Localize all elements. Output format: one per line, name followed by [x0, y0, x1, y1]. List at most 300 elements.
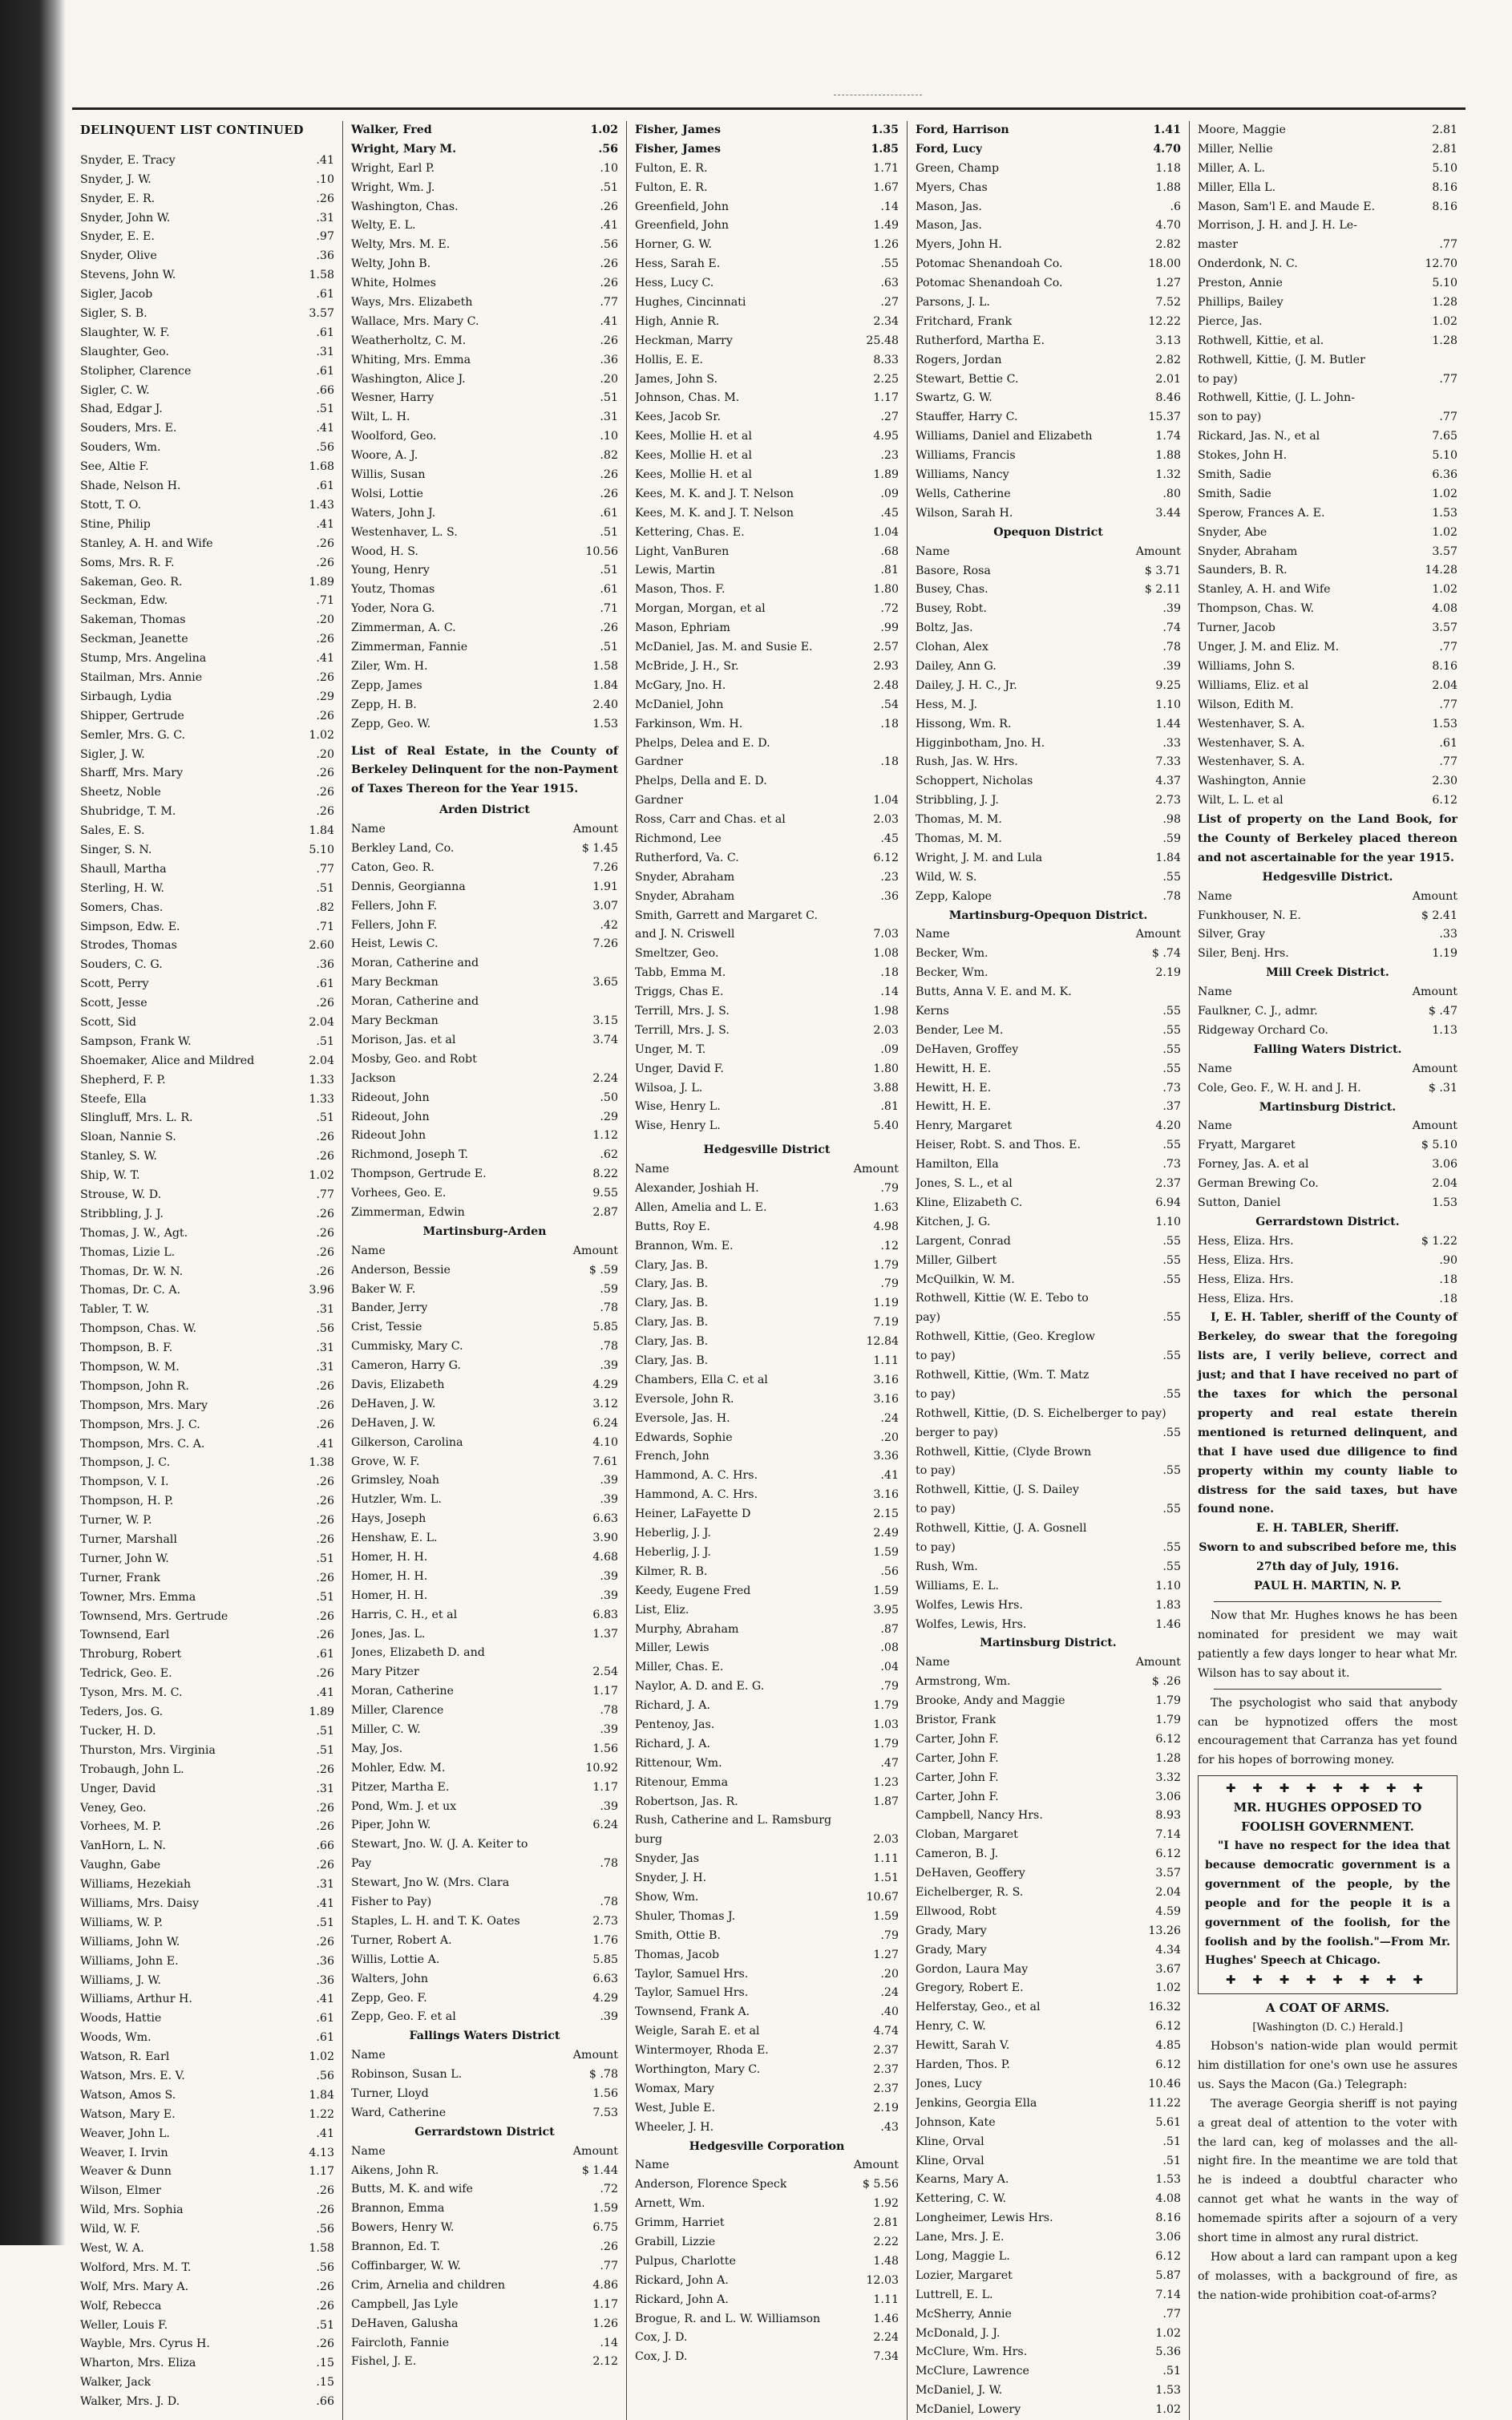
entry-amount: .71	[316, 594, 334, 608]
list-item	[916, 160, 1181, 179]
entry-name: Clary, Jas. B.	[635, 1354, 709, 1368]
entry-name: Miller, Ella L.	[1198, 180, 1276, 194]
entry-amount: .51	[1162, 2135, 1181, 2148]
entry-amount: 1.02	[1432, 487, 1457, 500]
entry-amount: .55	[1162, 1023, 1181, 1037]
entry-name: Rush, Wm.	[916, 1560, 978, 1573]
entry-name: Turner, Frank	[80, 1571, 160, 1584]
entry-name: Sheetz, Noble	[80, 786, 161, 799]
entry-name: Watson, Mary E.	[80, 2107, 176, 2121]
entry-amount: 16.32	[1148, 2001, 1181, 2014]
name-label: Name	[635, 1163, 669, 1176]
entry-amount: $ .59	[588, 1263, 618, 1277]
entry-name: Wolfes, Lewis Hrs.	[916, 1598, 1023, 1612]
entry-name: Sutton, Daniel	[1198, 1196, 1281, 1210]
entry-name: Triggs, Chas E.	[635, 985, 724, 999]
entry-amount: .29	[600, 1110, 618, 1123]
delinquent-list-s-w	[80, 152, 334, 2412]
entry-name: Morison, Jas. et al	[351, 1033, 456, 1046]
entry-name: Clary, Jas. B.	[635, 1316, 709, 1329]
entry-amount: .61	[316, 480, 334, 493]
list-item	[80, 1780, 334, 1799]
list-item	[635, 389, 899, 408]
list-item	[1198, 772, 1457, 791]
entry-amount: .26	[316, 709, 334, 722]
entry-amount: .66	[316, 1839, 334, 1853]
entry-name: Heberlig, J. J.	[635, 1527, 711, 1540]
entry-name: Thompson, Mrs. Mary	[80, 1398, 208, 1412]
name-label: Name	[351, 1244, 386, 1257]
list-item	[1198, 561, 1457, 581]
entry-amount: .26	[316, 2299, 334, 2313]
list-item	[351, 140, 618, 160]
entry-amount: 11.22	[1148, 2096, 1181, 2110]
list-item	[80, 1147, 334, 1167]
entry-name: Coffinbarger, W. W.	[351, 2260, 461, 2273]
entry-amount: 4.95	[873, 430, 899, 443]
list-item	[351, 878, 618, 897]
list-item	[635, 677, 899, 696]
entry-amount: 2.54	[592, 1665, 618, 1679]
entry-amount: .26	[316, 1935, 334, 1949]
list-item	[351, 1548, 618, 1568]
name-label: Name	[916, 928, 950, 941]
entry-amount: .18	[880, 717, 899, 730]
list-item	[351, 1127, 618, 1146]
list-item	[80, 956, 334, 975]
list-item	[916, 1175, 1181, 1194]
list-item	[351, 1874, 618, 1893]
entry-amount: .81	[880, 564, 899, 577]
entry-amount: .78	[1162, 889, 1181, 903]
list-item	[635, 255, 899, 274]
entry-name: Zimmerman, Edwin	[351, 1205, 465, 1219]
list-item	[1198, 198, 1457, 217]
cross-ornament-row: ✚ ✚ ✚ ✚ ✚ ✚ ✚ ✚	[1226, 1781, 1429, 1796]
entry-amount: 3.57	[1432, 544, 1457, 558]
hedgesville-corporation-list	[635, 2175, 899, 2367]
list-item	[351, 677, 618, 696]
list-item	[80, 1703, 334, 1722]
entry-name: Welty, John B.	[351, 257, 431, 271]
entry-name: Cloban, Margaret	[916, 1828, 1018, 1842]
list-item	[351, 236, 618, 255]
list-item	[351, 859, 618, 878]
list-item	[80, 746, 334, 765]
entry-amount: 7.65	[1432, 430, 1457, 443]
list-item	[1198, 1252, 1457, 1271]
entry-amount: .66	[316, 383, 334, 397]
sheriff-signature: E. H. TABLER, Sheriff.	[1255, 1522, 1400, 1536]
entry-name: Murphy, Abraham	[635, 1622, 739, 1636]
entry-name: Rush, Catherine and L. Ramsburg	[635, 1814, 832, 1827]
entry-amount: 2.81	[1432, 123, 1457, 136]
list-item	[916, 1903, 1181, 1922]
list-item	[635, 1639, 899, 1658]
list-item	[916, 696, 1181, 715]
entry-name: son to pay)	[1198, 411, 1262, 424]
amount-label: Amount	[572, 2144, 618, 2158]
entry-amount: 2.15	[873, 1507, 899, 1521]
entry-name: Preston, Annie	[1198, 277, 1283, 290]
list-item	[80, 228, 334, 247]
list-item	[635, 1002, 899, 1022]
entry-name: DeHaven, Galusha	[351, 2317, 459, 2330]
list-item	[916, 2056, 1181, 2075]
entry-amount: .41	[316, 2127, 334, 2140]
entry-amount: 2.37	[873, 2062, 899, 2076]
entry-name: Green, Champ	[916, 161, 1000, 175]
entry-name: Rothwell, Kittie, et al.	[1198, 334, 1324, 347]
entry-amount: .61	[600, 583, 618, 597]
list-item	[916, 504, 1181, 524]
entry-amount: .41	[316, 153, 334, 167]
entry-name: Hollis, E. E.	[635, 353, 704, 366]
list-item	[80, 1645, 334, 1665]
entry-amount: 3.12	[592, 1397, 618, 1410]
entry-amount: 12.84	[866, 1335, 899, 1349]
entry-name: Williams, E. L.	[916, 1579, 1000, 1592]
entry-amount: .55	[1162, 1464, 1181, 1478]
entry-name: Wesner, Harry	[351, 391, 435, 405]
entry-amount: 3.32	[1155, 1770, 1181, 1784]
entry-amount: .26	[316, 1514, 334, 1528]
hughes-heading: MR. HUGHES OPPOSED TO FOOLISH GOVERNMENT.	[1233, 1800, 1422, 1835]
entry-amount: .82	[316, 900, 334, 914]
entry-amount: .39	[1162, 602, 1181, 616]
list-item	[351, 1299, 618, 1318]
entry-name: Kline, Elizabeth C.	[916, 1196, 1023, 1209]
list-item	[916, 370, 1181, 390]
entry-amount: .97	[316, 230, 334, 244]
entry-name: Snyder, Olive	[80, 249, 157, 263]
list-item	[80, 975, 334, 994]
entry-name: Watson, R. Earl	[80, 2050, 170, 2064]
list-item	[351, 1089, 618, 1108]
list-item	[80, 477, 334, 496]
column-header	[351, 1242, 618, 1261]
list-item	[80, 1281, 334, 1301]
entry-amount: .39	[600, 2010, 618, 2024]
entry-name: Stanley, A. H. and Wife	[1198, 583, 1331, 597]
entry-name: Shad, Edgar J.	[80, 403, 163, 416]
list-item	[80, 1186, 334, 1205]
list-item	[1198, 389, 1457, 408]
column-1	[72, 121, 343, 2420]
list-item	[635, 696, 899, 715]
entry-name: Thompson, V. I.	[80, 1475, 169, 1489]
entry-amount: .61	[316, 2031, 334, 2045]
list-item	[80, 880, 334, 899]
entry-name: Sigler, C. W.	[80, 383, 150, 397]
list-item	[916, 1577, 1181, 1596]
list-item	[1198, 332, 1457, 351]
list-item	[351, 1816, 618, 1835]
list-item	[916, 983, 1181, 1002]
entry-amount: 1.17	[592, 2297, 618, 2311]
list-item	[916, 1769, 1181, 1788]
list-item	[635, 1563, 899, 1582]
divider	[1214, 1601, 1441, 1602]
entry-name: and J. N. Criswell	[635, 928, 735, 941]
entry-amount: 1.28	[1155, 1751, 1181, 1765]
list-item	[80, 1818, 334, 1837]
list-item	[351, 370, 618, 390]
list-item	[916, 332, 1181, 351]
list-item	[80, 1033, 334, 1052]
entry-name: Sigler, J. W.	[80, 747, 145, 761]
entry-amount: .26	[316, 767, 334, 780]
list-item	[635, 1257, 899, 1276]
entry-name: Kees, Mollie H. et al	[635, 430, 752, 443]
entry-name: Rothwell, Kittie (W. E. Tebo to	[916, 1292, 1089, 1305]
entry-amount: 4.98	[873, 1220, 899, 1233]
entry-name: Gregory, Robert E.	[916, 1981, 1024, 1995]
entry-amount: .26	[316, 670, 334, 684]
entry-name: Pond, Wm. J. et ux	[351, 1799, 457, 1813]
entry-amount: .39	[600, 1359, 618, 1373]
entry-amount: .54	[880, 698, 899, 711]
entry-name: Kettering, Chas. E.	[635, 525, 745, 539]
entry-amount: 2.73	[1155, 794, 1181, 807]
entry-name: Lewis, Martin	[635, 564, 715, 577]
entry-name: Teders, Jos. G.	[80, 1706, 164, 1719]
list-item	[80, 1799, 334, 1819]
list-item	[916, 1386, 1181, 1405]
entry-amount: 2.48	[873, 678, 899, 692]
entry-amount: .61	[316, 2012, 334, 2025]
list-item	[916, 447, 1181, 466]
entry-name: McClure, Wm. Hrs.	[916, 2345, 1028, 2359]
entry-amount: .29	[316, 690, 334, 703]
list-item	[80, 1109, 334, 1128]
list-item	[80, 2201, 334, 2220]
entry-name: Walters, John	[351, 1972, 429, 1985]
entry-amount: .78	[600, 1704, 618, 1718]
entry-amount: 7.34	[873, 2350, 899, 2364]
name-label: Name	[916, 1656, 950, 1669]
entry-amount: .98	[1162, 813, 1181, 827]
entry-name: to pay)	[916, 1350, 956, 1363]
entry-amount: .24	[880, 1986, 899, 2000]
entry-name: Weaver, I. Irvin	[80, 2146, 168, 2159]
list-item	[635, 2119, 899, 2138]
list-item	[916, 658, 1181, 677]
column-header	[1198, 888, 1457, 907]
entry-amount: 1.48	[873, 2254, 899, 2268]
column-header	[916, 925, 1181, 945]
entry-name: Henry, C. W.	[916, 2020, 986, 2034]
entry-amount: .39	[600, 1493, 618, 1507]
entry-amount: 1.59	[592, 2202, 618, 2216]
entry-amount: 1.76	[592, 1933, 618, 1947]
entry-amount: .26	[600, 487, 618, 500]
entry-amount: .51	[316, 1743, 334, 1757]
entry-name: Pierce, Jas.	[1198, 314, 1263, 328]
list-item	[80, 1972, 334, 1991]
list-item	[80, 1263, 334, 1282]
entry-name: Jones, Elizabeth D. and	[351, 1646, 485, 1660]
entry-name: Edwards, Sophie	[635, 1431, 733, 1444]
entry-name: Ford, Lucy	[916, 142, 983, 156]
list-item	[916, 1998, 1181, 2017]
entry-amount: .26	[316, 1667, 334, 1681]
list-item	[916, 1022, 1181, 1041]
entry-amount: .51	[316, 1916, 334, 1929]
list-item	[916, 389, 1181, 408]
entry-amount: 3.74	[592, 1033, 618, 1046]
entry-name: German Brewing Co.	[1198, 1177, 1319, 1191]
entry-amount: .26	[316, 1265, 334, 1278]
entry-amount: .36	[316, 1954, 334, 1968]
list-item	[635, 561, 899, 581]
entry-name: Hess, M. J.	[916, 698, 977, 711]
list-item	[635, 1774, 899, 1793]
entry-name: Walker, Jack	[80, 2376, 152, 2390]
entry-name: berger to pay)	[916, 1426, 998, 1439]
list-item	[351, 1970, 618, 1989]
list-item	[635, 1754, 899, 1774]
entry-name: Souders, Mrs. E.	[80, 422, 177, 435]
entry-name: Butts, Anna V. E. and M. K.	[916, 985, 1072, 999]
entry-name: Cameron, B. J.	[916, 1847, 999, 1861]
entry-amount: 1.71	[873, 161, 899, 175]
amount-label: Amount	[1412, 1119, 1457, 1133]
entry-amount: 1.85	[871, 142, 899, 156]
entry-amount: .78	[600, 1340, 618, 1354]
list-item	[916, 1979, 1181, 1998]
entry-amount: 6.12	[1155, 2058, 1181, 2072]
list-item	[916, 236, 1181, 255]
entry-amount: 1.11	[873, 1354, 899, 1368]
list-item	[351, 485, 618, 504]
entry-name: Lozier, Margaret	[916, 2268, 1013, 2282]
list-item	[80, 2029, 334, 2048]
entry-name: Vorhees, Geo. E.	[351, 1187, 447, 1200]
entry-amount: .41	[316, 1686, 334, 1700]
entry-name: Basore, Rosa	[916, 564, 991, 577]
list-item	[635, 983, 899, 1002]
entry-name: Hess, Eliza. Hrs.	[1198, 1292, 1294, 1305]
entry-name: Mason, Ephriam	[635, 621, 730, 635]
entry-amount: 5.10	[309, 843, 334, 856]
entry-name: Becker, Wm.	[916, 966, 988, 980]
entry-amount: 2.01	[1155, 372, 1181, 386]
entry-amount: 1.08	[873, 947, 899, 961]
list-item	[916, 485, 1181, 504]
entry-amount: 1.79	[873, 1258, 899, 1272]
column-header	[635, 1160, 899, 1180]
entry-amount: $ .26	[1151, 1675, 1181, 1689]
entry-name: Crim, Arnelia and children	[351, 2278, 505, 2292]
entry-amount: .41	[316, 1896, 334, 1910]
list-item	[80, 1071, 334, 1091]
entry-amount: 1.80	[873, 1062, 899, 1075]
entry-amount: .36	[316, 958, 334, 972]
column-3	[627, 121, 908, 2420]
entry-amount: .26	[316, 192, 334, 205]
entry-name: Stribbling, J. J.	[80, 1207, 164, 1220]
list-item	[635, 1447, 899, 1467]
entry-amount: .20	[880, 1967, 899, 1981]
entry-name: Snyder, J. W.	[80, 172, 152, 186]
list-item	[1198, 255, 1457, 274]
entry-name: Hays, Joseph	[351, 1512, 427, 1526]
list-item	[80, 1684, 334, 1703]
entry-name: to pay)	[916, 1503, 956, 1516]
entry-amount: 2.40	[592, 698, 618, 711]
entry-amount: .55	[880, 257, 899, 271]
list-item	[80, 535, 334, 554]
entry-amount: 1.87	[873, 1795, 899, 1808]
entry-name: Phillips, Bailey	[1198, 296, 1284, 310]
list-item	[351, 1510, 618, 1529]
entry-name: Washington, Alice J.	[351, 372, 466, 386]
entry-name: Rickard, Jas. N., et al	[1198, 430, 1320, 443]
entry-name: Wilt, L. L. et al	[1198, 794, 1284, 807]
entry-name: Brooke, Andy and Maggie	[916, 1694, 1065, 1708]
entry-amount: .77	[1439, 372, 1457, 386]
entry-amount: 1.10	[1155, 698, 1181, 711]
column-5	[1190, 121, 1466, 2420]
list-item	[635, 2042, 899, 2061]
list-item	[80, 726, 334, 746]
list-item	[1198, 313, 1457, 332]
entry-name: Stine, Philip	[80, 517, 151, 531]
entry-amount: .77	[1162, 2307, 1181, 2321]
entry-amount: .26	[316, 633, 334, 646]
entry-amount: 4.29	[592, 1378, 618, 1391]
entry-amount: 1.56	[592, 1742, 618, 1755]
entry-amount: .51	[600, 180, 618, 194]
entry-name: Brogue, R. and L. W. Williamson	[635, 2312, 821, 2325]
list-item	[351, 121, 618, 140]
list-item	[916, 2171, 1181, 2190]
entry-name: Kettering, C. W.	[916, 2192, 1006, 2206]
hughes-paragraph: Now that Mr. Hughes knows he has been nominated for president we may wait patiently a few days longer to hear what Mr. Wilson has to say about it.	[1198, 1609, 1457, 1680]
entry-amount: 1.02	[1155, 2403, 1181, 2417]
entry-name: Keedy, Eugene Fred	[635, 1584, 751, 1597]
entry-amount: .26	[316, 1379, 334, 1393]
list-item	[635, 466, 899, 485]
list-item	[80, 171, 334, 190]
entry-name: McDaniel, Lowery	[916, 2403, 1021, 2417]
entry-amount	[1176, 1289, 1181, 1309]
list-item	[80, 822, 334, 841]
entry-amount: .26	[316, 805, 334, 819]
list-item	[80, 1320, 334, 1339]
entry-amount: 2.04	[1155, 1886, 1181, 1900]
list-item	[916, 274, 1181, 293]
entry-amount	[613, 993, 618, 1012]
entry-amount: .79	[880, 1680, 899, 1694]
list-item	[351, 1606, 618, 1625]
entry-amount: 1.89	[309, 1706, 334, 1719]
entry-amount: 4.85	[1155, 2039, 1181, 2053]
entry-name: Ways, Mrs. Elizabeth	[351, 296, 473, 310]
entry-name: Mason, Thos. F.	[635, 583, 726, 597]
entry-name: Scott, Jesse	[80, 997, 148, 1010]
entry-name: Singer, S. N.	[80, 843, 152, 856]
entry-name: Thompson, Mrs. J. C.	[80, 1418, 200, 1431]
list-item	[80, 2354, 334, 2373]
entry-amount: 1.43	[309, 498, 334, 512]
entry-name: Gardner	[635, 794, 683, 807]
entry-name: Waters, John J.	[351, 506, 436, 520]
entry-name: Grady, Mary	[916, 1943, 987, 1957]
entry-amount: .26	[316, 1150, 334, 1163]
entry-amount: .20	[316, 747, 334, 761]
